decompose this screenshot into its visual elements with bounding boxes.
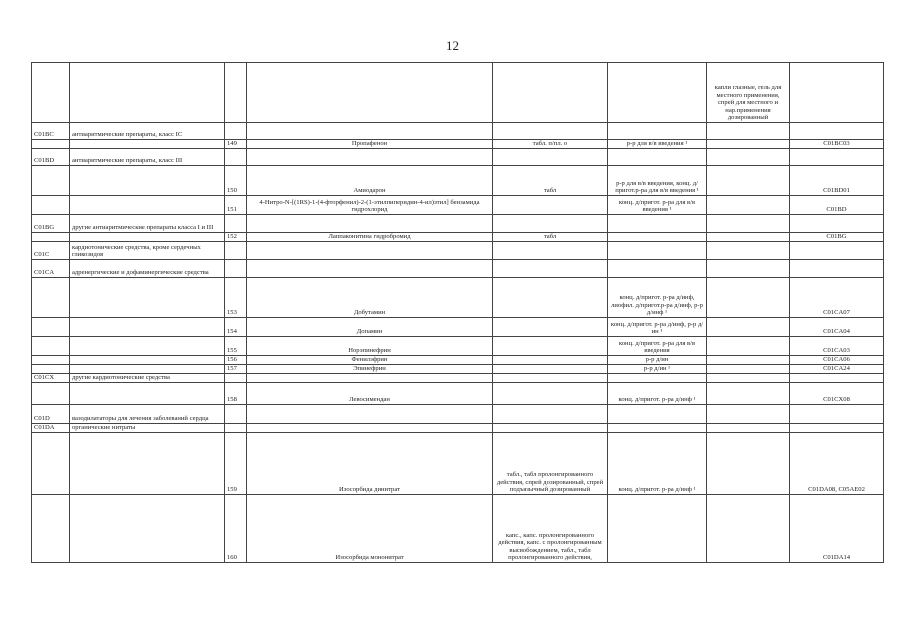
table-row — [32, 318, 884, 337]
dosage-form-injection: р-р для в/в введения, конц. д/пригот.р-ра для в/в введения ¹ — [608, 166, 707, 196]
dosage-form-injection: р-р для в/в введения ¹ — [608, 140, 707, 149]
group-description: кардиотонические средства, кроме сердечных гликозидов — [70, 242, 225, 260]
group-description — [70, 337, 225, 356]
drug-name: Пропафенон — [247, 140, 493, 149]
dosage-form-oral: табл. п/пл. о — [493, 140, 608, 149]
group-description — [70, 356, 225, 365]
group-row — [32, 242, 884, 260]
dosage-form-injection: р-р д/ин — [608, 356, 707, 365]
group-row — [32, 215, 884, 233]
group-description — [70, 365, 225, 374]
group-description: адренергические и дофаминергические средства — [70, 260, 225, 278]
dosage-form-other — [707, 123, 790, 140]
drug-name — [247, 424, 493, 433]
dosage-form-injection — [608, 233, 707, 242]
table-row — [32, 495, 884, 563]
drug-name: Левосимендан — [247, 383, 493, 405]
dosage-form-injection — [608, 405, 707, 424]
atc-group-code: C01C — [32, 242, 70, 260]
group-description — [70, 166, 225, 196]
dosage-form-injection — [608, 424, 707, 433]
atc-group-code — [32, 196, 70, 215]
group-description — [70, 383, 225, 405]
dosage-form-oral — [493, 365, 608, 374]
group-description — [70, 140, 225, 149]
dosage-form-injection — [608, 374, 707, 383]
dosage-form-oral — [493, 318, 608, 337]
group-description — [70, 233, 225, 242]
drug-name — [247, 242, 493, 260]
row-number — [225, 242, 247, 260]
group-description — [70, 433, 225, 495]
group-row — [32, 123, 884, 140]
group-description: другие кардиотонические средства — [70, 374, 225, 383]
row-number — [225, 63, 247, 123]
dosage-form-injection — [608, 260, 707, 278]
atc-group-code — [32, 356, 70, 365]
dosage-form-injection — [608, 63, 707, 123]
atc-group-code — [32, 433, 70, 495]
atc-code — [790, 63, 884, 123]
dosage-form-oral — [493, 215, 608, 233]
dosage-form-injection: конц. д/пригот. р-ра д/инф, лиофил. д/пригот.р-ра д/инф, р-р д/инф ¹ — [608, 278, 707, 318]
atc-group-code — [32, 383, 70, 405]
atc-group-code — [32, 495, 70, 563]
dosage-form-injection: конц. д/пригот. р-ра д/инф, р-р д/ин ¹ — [608, 318, 707, 337]
dosage-form-other — [707, 495, 790, 563]
dosage-form-injection: конц. д/пригот. р-ра для в/в введения ¹ — [608, 196, 707, 215]
dosage-form-oral — [493, 63, 608, 123]
dosage-form-injection — [608, 123, 707, 140]
drug-name: Добутамин — [247, 278, 493, 318]
dosage-form-other — [707, 433, 790, 495]
row-number: 152 — [225, 233, 247, 242]
dosage-form-injection: конц. д/пригот. р-ра д/инф ¹ — [608, 433, 707, 495]
group-description — [70, 318, 225, 337]
atc-code — [790, 242, 884, 260]
dosage-form-other: капли глазные, гель для местного применения, спрей для местного и нар.применения дозированный — [707, 63, 790, 123]
atc-code: C01BD — [790, 196, 884, 215]
atc-code — [790, 405, 884, 424]
page-number: 12 — [446, 38, 459, 53]
row-number: 156 — [225, 356, 247, 365]
table-row — [32, 433, 884, 495]
drug-list-table — [31, 62, 884, 563]
row-number — [225, 405, 247, 424]
dosage-form-oral: табл., табл пролонгированного действия, спрей дозированный, спрей подъязычный дозированный — [493, 433, 608, 495]
atc-group-code — [32, 63, 70, 123]
group-row — [32, 424, 884, 433]
atc-group-code — [32, 278, 70, 318]
atc-code: C01BG — [790, 233, 884, 242]
dosage-form-other — [707, 149, 790, 166]
dosage-form-oral — [493, 405, 608, 424]
atc-group-code: C01BG — [32, 215, 70, 233]
dosage-form-oral — [493, 149, 608, 166]
table-row — [32, 63, 884, 123]
atc-code: C01BC03 — [790, 140, 884, 149]
dosage-form-other — [707, 196, 790, 215]
row-number — [225, 215, 247, 233]
row-number — [225, 424, 247, 433]
drug-name — [247, 123, 493, 140]
group-row — [32, 260, 884, 278]
dosage-form-other — [707, 260, 790, 278]
dosage-form-other — [707, 424, 790, 433]
drug-name: Изосорбида динитрат — [247, 433, 493, 495]
atc-group-code — [32, 233, 70, 242]
drug-name: Амиодарон — [247, 166, 493, 196]
atc-code: C01CA24 — [790, 365, 884, 374]
atc-group-code: C01CA — [32, 260, 70, 278]
group-description: вазодилататоры для лечения заболеваний сердца — [70, 405, 225, 424]
dosage-form-injection — [608, 495, 707, 563]
dosage-form-oral: табл — [493, 233, 608, 242]
table-row — [32, 356, 884, 365]
row-number: 155 — [225, 337, 247, 356]
atc-code — [790, 123, 884, 140]
row-number: 151 — [225, 196, 247, 215]
group-description — [70, 278, 225, 318]
dosage-form-injection — [608, 149, 707, 166]
drug-name — [247, 405, 493, 424]
atc-code — [790, 424, 884, 433]
dosage-form-oral: капс., капс. пролонгированного действия, капс. с пролонгированным высвобождением, табл., табл пролонгированного действия, — [493, 495, 608, 563]
atc-group-code — [32, 140, 70, 149]
dosage-form-other — [707, 374, 790, 383]
group-description — [70, 63, 225, 123]
dosage-form-other — [707, 318, 790, 337]
dosage-form-injection: конц. д/пригот. р-ра д/инф ¹ — [608, 383, 707, 405]
dosage-form-other — [707, 365, 790, 374]
table-row — [32, 196, 884, 215]
dosage-form-injection: р-р д/ин ¹ — [608, 365, 707, 374]
drug-name — [247, 374, 493, 383]
group-row — [32, 405, 884, 424]
atc-code: C01DA08, C05AE02 — [790, 433, 884, 495]
dosage-form-oral — [493, 242, 608, 260]
drug-name — [247, 215, 493, 233]
atc-group-code: C01D — [32, 405, 70, 424]
dosage-form-other — [707, 337, 790, 356]
dosage-form-other — [707, 233, 790, 242]
group-row — [32, 149, 884, 166]
group-description: органические нитраты — [70, 424, 225, 433]
atc-group-code — [32, 365, 70, 374]
row-number: 150 — [225, 166, 247, 196]
atc-code: C01DA14 — [790, 495, 884, 563]
table-body — [32, 63, 884, 563]
dosage-form-oral — [493, 278, 608, 318]
table-row — [32, 278, 884, 318]
dosage-form-oral — [493, 383, 608, 405]
dosage-form-oral — [493, 374, 608, 383]
atc-group-code: C01CX — [32, 374, 70, 383]
drug-name — [247, 63, 493, 123]
dosage-form-oral: табл — [493, 166, 608, 196]
group-description: антиаритмические препараты, класс III — [70, 149, 225, 166]
dosage-form-oral — [493, 337, 608, 356]
row-number: 159 — [225, 433, 247, 495]
dosage-form-oral — [493, 260, 608, 278]
atc-group-code — [32, 337, 70, 356]
row-number — [225, 260, 247, 278]
drug-name: Норэпинефрин — [247, 337, 493, 356]
group-description: другие антиаритмические препараты класса I и III — [70, 215, 225, 233]
table-row — [32, 233, 884, 242]
atc-code — [790, 374, 884, 383]
dosage-form-other — [707, 383, 790, 405]
row-number: 154 — [225, 318, 247, 337]
drug-name: 4-Нитро-N-[(1RS)-1-(4-фторфенил)-2-(1-этилпиперидин-4-ил)этил] бензамида гидрохлорид — [247, 196, 493, 215]
dosage-form-oral — [493, 123, 608, 140]
table-row — [32, 140, 884, 149]
atc-code: C01CA03 — [790, 337, 884, 356]
dosage-form-other — [707, 356, 790, 365]
row-number — [225, 123, 247, 140]
row-number — [225, 374, 247, 383]
dosage-form-injection: конц. д/пригот. р-ра для в/в введения — [608, 337, 707, 356]
drug-name — [247, 260, 493, 278]
table-row — [32, 365, 884, 374]
row-number: 153 — [225, 278, 247, 318]
dosage-form-other — [707, 215, 790, 233]
dosage-form-other — [707, 242, 790, 260]
drug-name: Изосорбида мононитрат — [247, 495, 493, 563]
row-number: 160 — [225, 495, 247, 563]
group-description — [70, 196, 225, 215]
atc-code: C01BD01 — [790, 166, 884, 196]
atc-group-code: C01BD — [32, 149, 70, 166]
dosage-form-other — [707, 405, 790, 424]
dosage-form-injection — [608, 215, 707, 233]
dosage-form-other — [707, 166, 790, 196]
row-number: 149 — [225, 140, 247, 149]
group-description — [70, 495, 225, 563]
table-row — [32, 166, 884, 196]
atc-group-code: C01BC — [32, 123, 70, 140]
row-number: 158 — [225, 383, 247, 405]
atc-code — [790, 149, 884, 166]
atc-group-code — [32, 318, 70, 337]
atc-code: C01CA07 — [790, 278, 884, 318]
drug-name: Лаппаконитина гидробромид — [247, 233, 493, 242]
drug-name: Допамин — [247, 318, 493, 337]
drug-name: Фенилэфрин — [247, 356, 493, 365]
atc-code: C01CA06 — [790, 356, 884, 365]
atc-code: C01CA04 — [790, 318, 884, 337]
group-description: антиаритмические препараты, класс IC — [70, 123, 225, 140]
atc-group-code — [32, 166, 70, 196]
table-row — [32, 337, 884, 356]
dosage-form-oral — [493, 356, 608, 365]
group-row — [32, 374, 884, 383]
table-row — [32, 383, 884, 405]
row-number — [225, 149, 247, 166]
dosage-form-oral — [493, 196, 608, 215]
row-number: 157 — [225, 365, 247, 374]
dosage-form-other — [707, 278, 790, 318]
atc-group-code: C01DA — [32, 424, 70, 433]
atc-code — [790, 215, 884, 233]
atc-code — [790, 260, 884, 278]
atc-code: C01CX08 — [790, 383, 884, 405]
drug-name — [247, 149, 493, 166]
dosage-form-injection — [608, 242, 707, 260]
drug-name: Эпинефрин — [247, 365, 493, 374]
dosage-form-oral — [493, 424, 608, 433]
dosage-form-other — [707, 140, 790, 149]
